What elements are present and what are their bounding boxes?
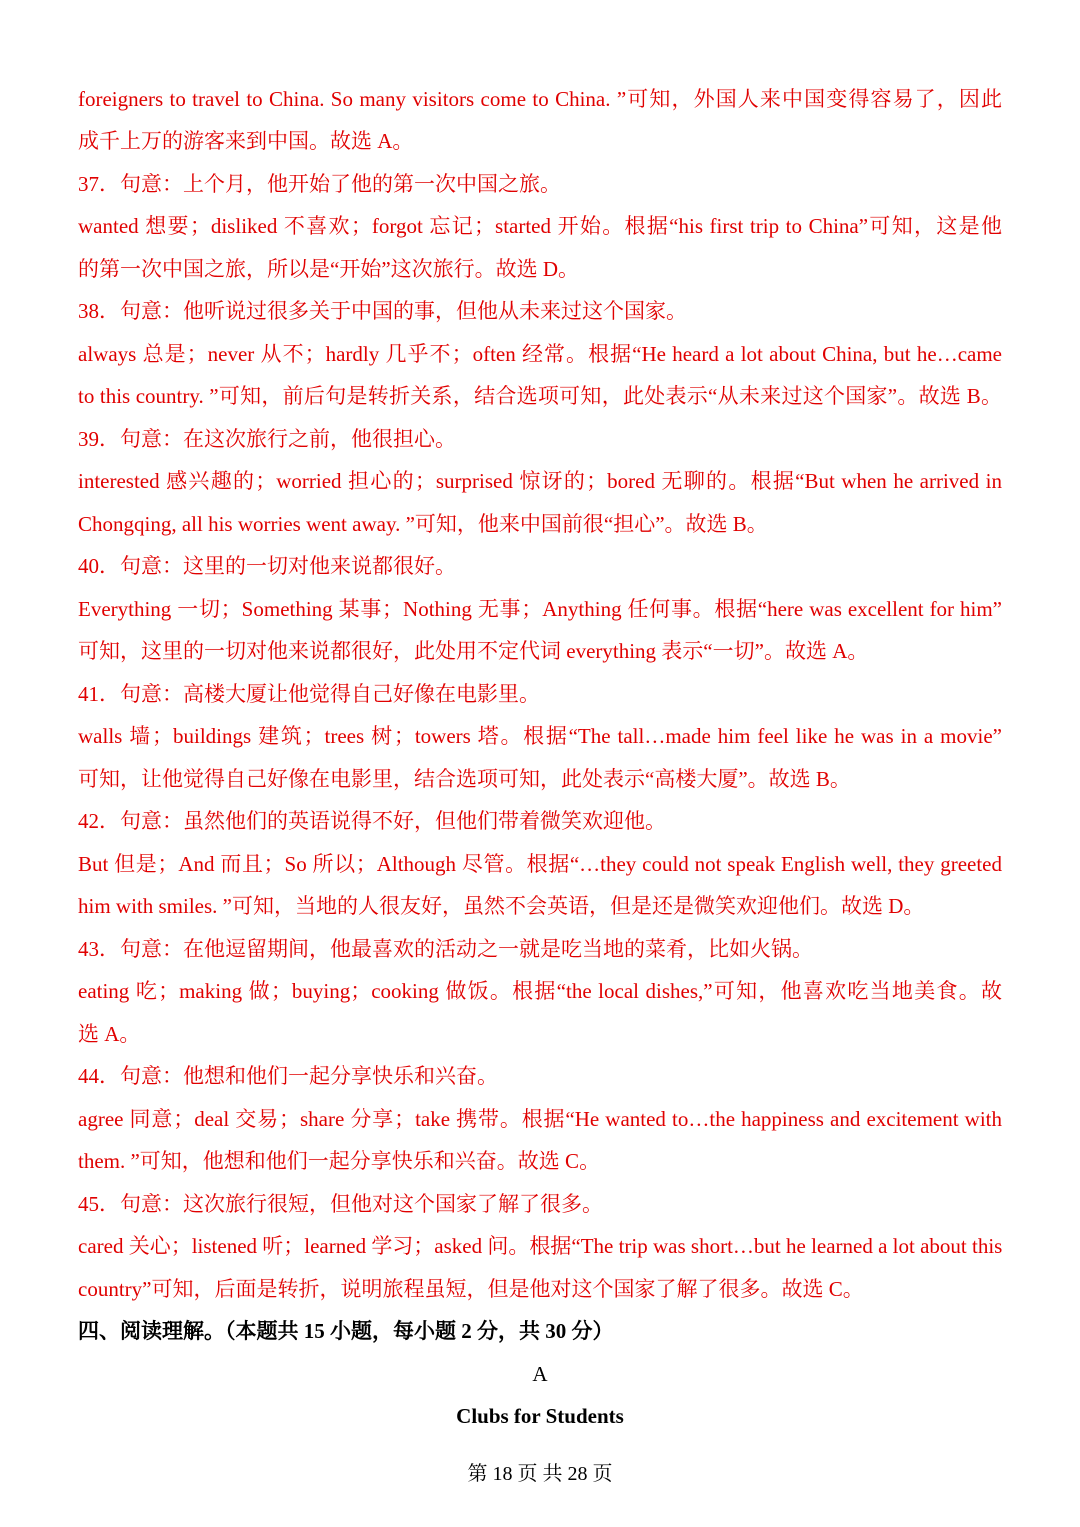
answer-line: walls 墙；buildings 建筑；trees 树；towers 塔。根据“The tall…made him feel like he was in a movie” xyxy=(78,724,1002,748)
section-heading: 四、阅读理解。（本题共 15 小题，每小题 2 分，共 30 分） xyxy=(78,1319,614,1343)
sentence-meaning-37: 37．句意：上个月，他开始了他的第一次中国之旅。 xyxy=(78,172,561,196)
page-footer: 第 18 页 共 28 页 xyxy=(467,1463,613,1485)
sentence-meaning-45: 45．句意：这次旅行很短，但他对这个国家了解了很多。 xyxy=(78,1192,603,1216)
answer-line: 可知，让他觉得自己好像在电影里，结合选项可知，此处表示“高楼大厦”。故选 B。 xyxy=(78,767,851,791)
answer-line: 可知，这里的一切对他来说都很好，此处用不定代词 everything 表示“一切”。故选 A。 xyxy=(78,639,869,663)
sentence-meaning-44: 44．句意：他想和他们一起分享快乐和兴奋。 xyxy=(78,1064,498,1088)
answer-line: agree 同意；deal 交易；share 分享；take 携带。根据“He wanted to…the happiness and excitement with xyxy=(78,1107,1002,1131)
answer-line: Chongqing, all his worries went away. ”可知，他来中国前很“担心”。故选 B。 xyxy=(78,512,768,536)
answer-line: country”可知，后面是转折，说明旅程虽短，但是他对这个国家了解了很多。故选 C。 xyxy=(78,1277,864,1301)
answer-line: always 总是；never 从不；hardly 几乎不；often 经常。根据“He heard a lot about China, but he…came xyxy=(78,342,1002,366)
answer-line: interested 感兴趣的；worried 担心的；surprised 惊讶的；bored 无聊的。根据“But when he arrived in xyxy=(78,469,1002,493)
answer-line: cared 关心；listened 听；learned 学习；asked 问。根据“The trip was short…but he learned a lot about this xyxy=(78,1234,1003,1258)
answer-line: to this country. ”可知，前后句是转折关系，结合选项可知，此处表示“从未来过这个国家”。故选 B。 xyxy=(78,384,1002,408)
answer-line: foreigners to travel to China. So many visitors come to China. ”可知，外国人来中国变得容易了，因此 xyxy=(78,87,1002,111)
sentence-meaning-38: 38．句意：他听说过很多关于中国的事，但他从未来过这个国家。 xyxy=(78,299,687,323)
answer-line: 选 A。 xyxy=(78,1022,141,1046)
passage-title: Clubs for Students xyxy=(456,1404,624,1428)
sentence-meaning-41: 41．句意：高楼大厦让他觉得自己好像在电影里。 xyxy=(78,682,540,706)
answer-line: them. ”可知，他想和他们一起分享快乐和兴奋。故选 C。 xyxy=(78,1149,601,1173)
answer-line: wanted 想要；disliked 不喜欢；forgot 忘记；started 开始。根据“his first trip to China”可知，这是他 xyxy=(78,214,1002,238)
answer-line: 的第一次中国之旅，所以是“开始”这次旅行。故选 D。 xyxy=(78,257,580,281)
sentence-meaning-40: 40．句意：这里的一切对他来说都很好。 xyxy=(78,554,456,578)
answer-line: 成千上万的游客来到中国。故选 A。 xyxy=(78,129,414,153)
answer-line: eating 吃；making 做；buying；cooking 做饭。根据“the local dishes,”可知，他喜欢吃当地美食。故 xyxy=(78,979,1002,1003)
answer-line: him with smiles. ”可知，当地的人很友好，虽然不会英语，但是还是微笑欢迎他们。故选 D。 xyxy=(78,894,925,918)
sentence-meaning-43: 43．句意：在他逗留期间，他最喜欢的活动之一就是吃当地的菜肴，比如火锅。 xyxy=(78,937,813,961)
answer-line: Everything 一切；Something 某事；Nothing 无事；Anything 任何事。根据“here was excellent for him” xyxy=(78,597,1002,621)
sentence-meaning-39: 39．句意：在这次旅行之前，他很担心。 xyxy=(78,427,456,451)
answer-line: But 但是；And 而且；So 所以；Although 尽管。根据“…they could not speak English well, they greeted xyxy=(78,852,1002,876)
passage-letter: A xyxy=(532,1362,548,1386)
sentence-meaning-42: 42．句意：虽然他们的英语说得不好，但他们带着微笑欢迎他。 xyxy=(78,809,666,833)
